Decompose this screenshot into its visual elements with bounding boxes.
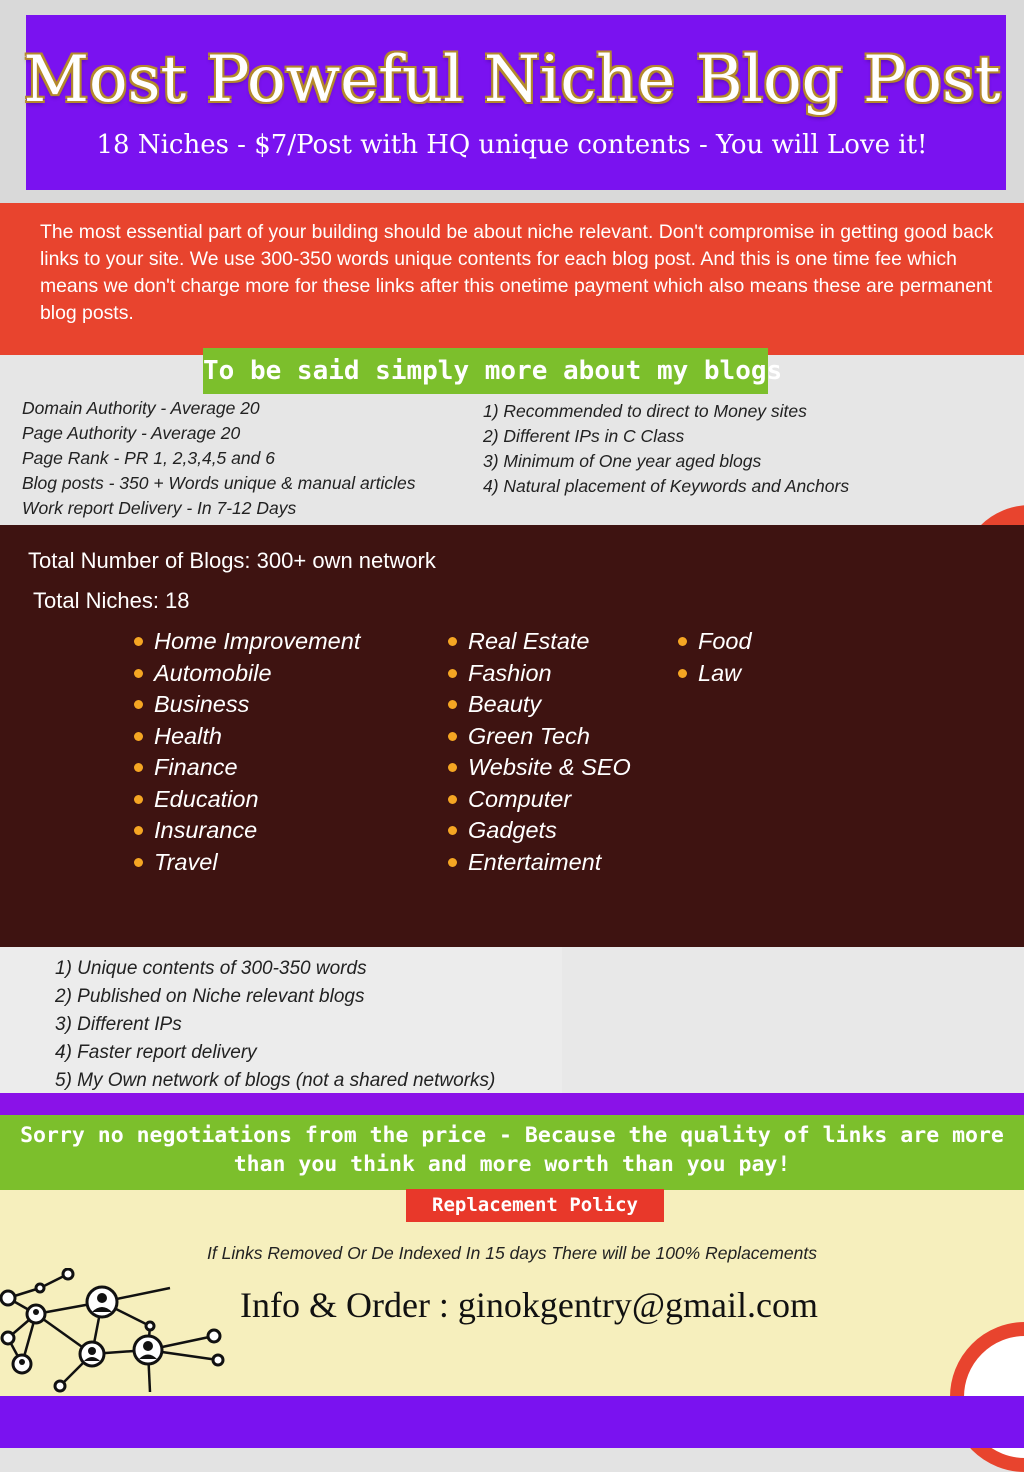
stat-item: 1) Recommended to direct to Money sites — [483, 401, 807, 421]
niche-item: Health — [134, 721, 360, 753]
bullet-icon — [448, 732, 457, 741]
bullet-icon — [678, 669, 687, 678]
contact-info: Info & Order : ginokgentry@gmail.com — [240, 1285, 819, 1325]
niche-item: Beauty — [448, 689, 631, 721]
bullet-icon — [134, 669, 143, 678]
feature-item: 2) Published on Niche relevant blogs — [55, 986, 365, 1007]
niche-item: Green Tech — [448, 721, 631, 753]
bullet-icon — [678, 637, 687, 646]
pricing-note: Sorry no negotiations from the price - Because the quality of links are more than you think and more worth than you pay! — [20, 1123, 1004, 1177]
stat-item: Page Rank - PR 1, 2,3,4,5 and 6 — [22, 448, 275, 468]
page-title: Most Poweful Niche Blog Post — [23, 43, 1001, 117]
niche-list-column-1 — [134, 626, 360, 878]
bullet-icon — [134, 795, 143, 804]
footer-band — [0, 1396, 1024, 1448]
intro-text: The most essential part of your building should be about niche relevant. Don't compromise in getting good back links to your site. We use 300-350 words unique contents for each blog post. And this is one time fee which means we don't charge more for these links after this onetime payment which also means these are permanent blog posts. — [40, 221, 994, 324]
replacement-policy-text: If Links Removed Or De Indexed In 15 days There will be 100% Replacements — [207, 1243, 817, 1263]
feature-item: 1) Unique contents of 300-350 words — [55, 958, 367, 979]
niche-item: Travel — [134, 847, 360, 879]
bullet-icon — [134, 637, 143, 646]
total-niches: Total Niches: 18 — [33, 588, 190, 613]
niche-item: Website & SEO — [448, 752, 631, 784]
stat-item: 2) Different IPs in C Class — [483, 426, 685, 446]
niche-item: Computer — [448, 784, 631, 816]
stat-item: Work report Delivery - In 7-12 Days — [22, 498, 297, 518]
stat-item: Domain Authority - Average 20 — [22, 398, 260, 418]
bullet-icon — [448, 826, 457, 835]
bullet-icon — [134, 826, 143, 835]
bullet-icon — [448, 637, 457, 646]
niche-item: Home Improvement — [134, 626, 360, 658]
stats-list-right — [483, 399, 849, 499]
niche-item: Business — [134, 689, 360, 721]
network-nodes-icon — [0, 1268, 232, 1396]
stat-item: Blog posts - 350 + Words unique & manual articles — [22, 473, 416, 493]
niche-item: Gadgets — [448, 815, 631, 847]
niche-list-column-2 — [448, 626, 631, 878]
stat-item: 4) Natural placement of Keywords and Anchors — [483, 476, 850, 496]
niche-item: Automobile — [134, 658, 360, 690]
bullet-icon — [448, 795, 457, 804]
feature-item: 5) My Own network of blogs (not a shared networks) — [55, 1070, 496, 1091]
about-heading: To be said simply more about my blogs — [203, 348, 768, 394]
niche-item: Education — [134, 784, 360, 816]
niche-list-column-3 — [678, 626, 752, 689]
features-list — [55, 955, 495, 1095]
niche-item: Food — [678, 626, 752, 658]
feature-item: 3) Different IPs — [55, 1014, 182, 1035]
feature-item: 4) Faster report delivery — [55, 1042, 257, 1063]
bullet-icon — [134, 858, 143, 867]
bullet-icon — [448, 700, 457, 709]
niche-item: Entertaiment — [448, 847, 631, 879]
page-subtitle: 18 Niches - $7/Post with HQ unique contents - You will Love it! — [96, 130, 928, 160]
total-blogs: Total Number of Blogs: 300+ own network — [28, 548, 436, 573]
stat-item: 3) Minimum of One year aged blogs — [483, 451, 762, 471]
bullet-icon — [448, 858, 457, 867]
stats-list-left — [22, 396, 415, 521]
niche-item: Law — [678, 658, 752, 690]
bullet-icon — [448, 669, 457, 678]
niche-item: Fashion — [448, 658, 631, 690]
niche-item: Real Estate — [448, 626, 631, 658]
bullet-icon — [134, 732, 143, 741]
niche-item: Finance — [134, 752, 360, 784]
stat-item: Page Authority - Average 20 — [22, 423, 241, 443]
divider-band — [0, 1093, 1024, 1115]
replacement-policy-badge: Replacement Policy — [406, 1189, 664, 1222]
bullet-icon — [134, 700, 143, 709]
niche-item: Insurance — [134, 815, 360, 847]
bullet-icon — [134, 763, 143, 772]
bullet-icon — [448, 763, 457, 772]
